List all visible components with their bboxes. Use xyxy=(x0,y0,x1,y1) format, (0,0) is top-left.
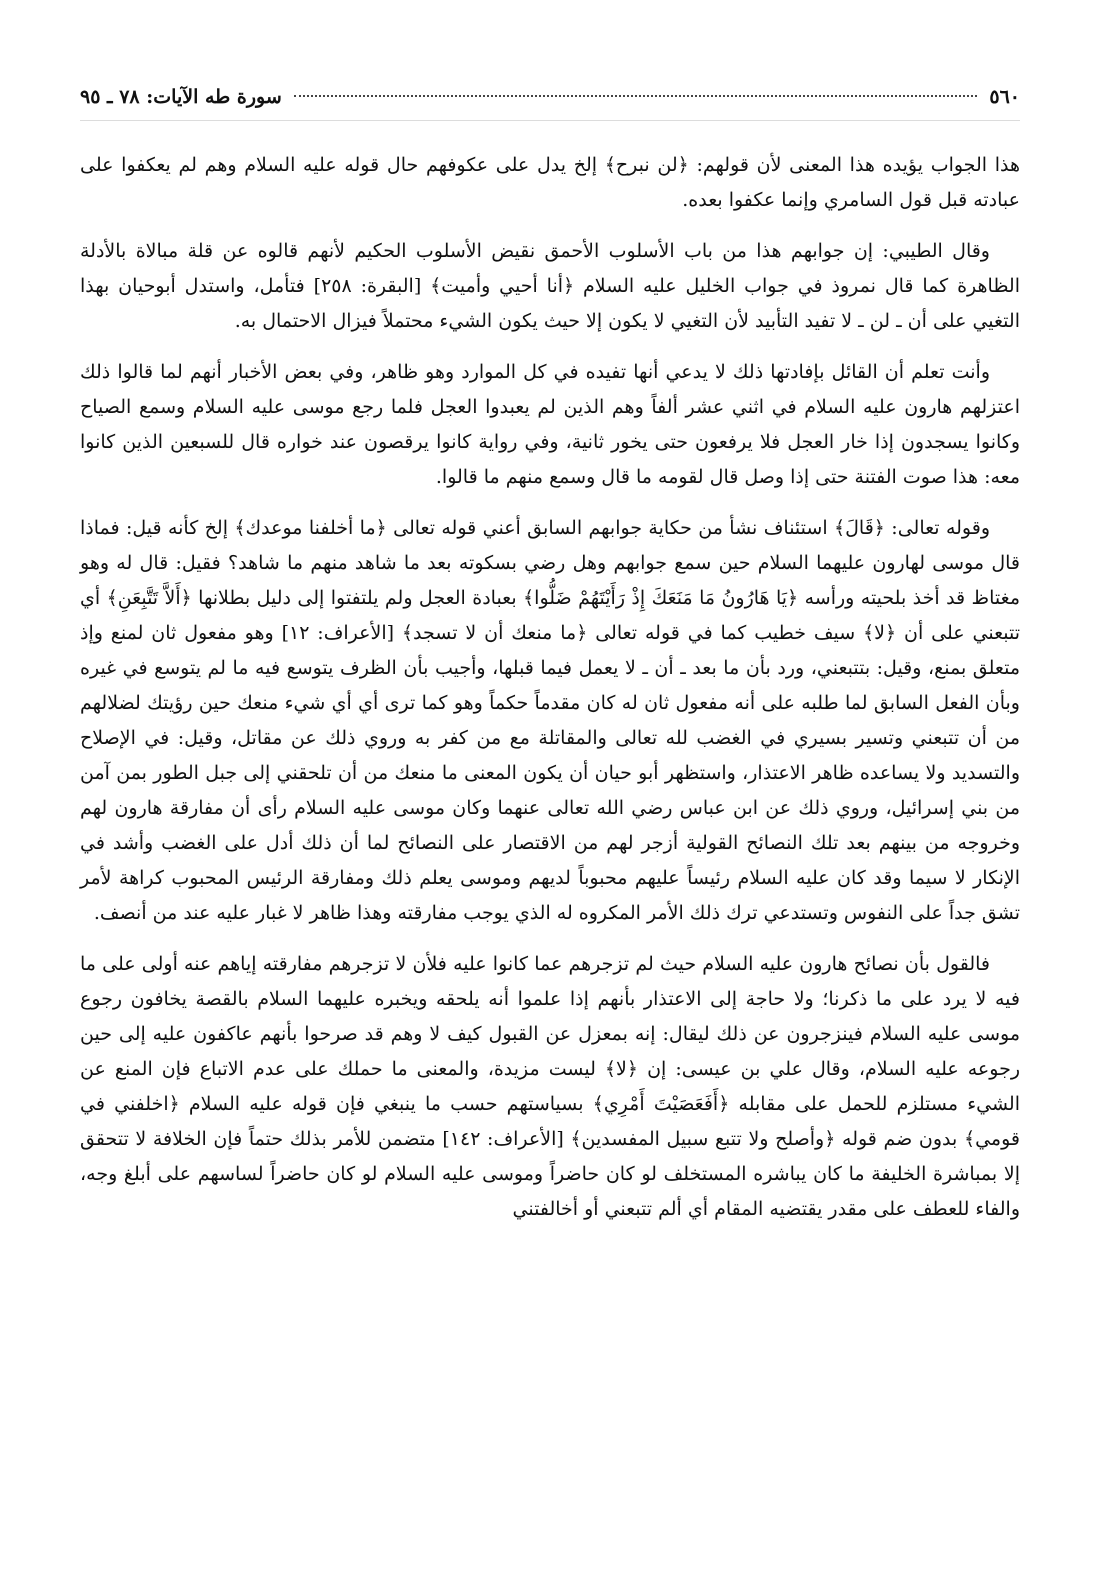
page-number: ٥٦٠ xyxy=(989,86,1020,108)
paragraph: هذا الجواب يؤيده هذا المعنى لأن قولهم: ﴿لن نبرح﴾ إلخ يدل على عكوفهم حال قوله عليه السلام وهم لم يعكفوا على عبادته قبل قول السامري وإنما عكفوا بعده. xyxy=(80,154,1020,211)
paragraph: وقوله تعالى: ﴿قَالَ﴾ استئناف نشأ من حكاية جوابهم السابق أعني قوله تعالى ﴿ما أخلفنا موعدك﴾ إلخ كأنه قيل: فماذا قال موسى لهارون عليهما السلام حين سمع جوابهم وهل رضي بسكوته بعد ما شاهد منهم ما شاهد؟ فقيل: قال له وهو مغتاظ قد أخذ بلحيته ورأسه ﴿يَا هَارُونُ مَا مَنَعَكَ إِذْ رَأَيْتَهُمْ ضَلُّوا﴾ بعبادة العجل ولم يلتفتوا إلى دليل بطلانها ﴿أَلاَّ تَتَّبِعَنِ﴾ أي تتبعني على أن ﴿لا﴾ سيف خطيب كما في قوله تعالى ﴿ما منعك أن لا تسجد﴾ [الأعراف: ١٢] وهو مفعول ثان لمنع وإذ متعلق بمنع، وقيل: بتتبعني، ورد بأن ما بعد ـ أن ـ لا يعمل فيما قبلها، وأجيب بأن الظرف يتوسع فيه ما لم يتوسع في غيره وبأن الفعل السابق لما طلبه على أنه مفعول ثان له كان مقدماً حكماً وهو كما ترى أي أي شيء منعك حين رؤيتك لضلالهم من أن تتبعني وتسير بسيري في الغضب لله تعالى والمقاتلة مع من كفر به وروي ذلك عن مقاتل، وقيل: في الإصلاح والتسديد ولا يساعده ظاهر الاعتذار، واستظهر أبو حيان أن يكون المعنى ما منعك من أن تلحقني إلى جبل الطور بمن آمن من بني إسرائيل، وروي ذلك عن ابن عباس رضي الله تعالى عنهما وكان موسى عليه السلام رأى أن مفارقة هارون لهم وخروجه من بينهم بعد تلك النصائح القولية أزجر لهم من الاقتصار على النصائح لما أن ذلك أدل على الغضب وأشد في الإنكار لا سيما وقد كان عليه السلام رئيساً عليهم محبوباً لديهم وموسى يعلم ذلك ومفارقة الرئيس المحبوب كراهة لأمر تشق جداً على النفوس وتستدعي ترك ذلك الأمر المكروه له الذي يوجب مفارقته وهذا ظاهر لا غبار عليه عند من أنصف. xyxy=(80,517,1021,924)
running-title: سورة طه الآيات: ٧٨ ـ ٩٥ xyxy=(80,86,282,108)
page-body xyxy=(80,148,1020,1243)
header-dot-leader xyxy=(294,95,978,97)
paragraph: فالقول بأن نصائح هارون عليه السلام حيث لم تزجرهم عما كانوا عليه فلأن لا تزجرهم مفارقته إياهم عنه أولى على ما فيه لا يرد على ما ذكرنا؛ ولا حاجة إلى الاعتذار بأنهم إذا علموا أنه يلحقه ويخبره عليهما السلام بالقصة يخافون رجوع موسى عليه السلام فينزجرون عن ذلك ليقال: إنه بمعزل عن القبول كيف لا وهم قد صرحوا بأنهم عاكفون عليه إلى حين رجوعه عليه السلام، وقال علي بن عيسى: إن ﴿لا﴾ ليست مزيدة، والمعنى ما حملك على عدم الاتباع فإن المنع عن الشيء مستلزم للحمل على مقابله ﴿أَفَعَصَيْتَ أَمْرِي﴾ بسياستهم حسب ما ينبغي فإن قوله عليه السلام ﴿اخلفني في قومي﴾ بدون ضم قوله ﴿وأصلح ولا تتبع سبيل المفسدين﴾ [الأعراف: ١٤٢] متضمن للأمر بذلك حتماً فإن الخلافة لا تتحقق إلا بمباشرة الخليفة ما كان يباشره المستخلف لو كان حاضراً وموسى عليه السلام لو كان حاضراً لساسهم على أبلغ وجه، والفاء للعطف على مقدر يقتضيه المقام أي ألم تتبعني أو أخالفتني xyxy=(80,953,1020,1220)
paragraph: وأنت تعلم أن القائل بإفادتها ذلك لا يدعي أنها تفيده في كل الموارد وهو ظاهر، وفي بعض الأخبار أنهم لما قالوا ذلك اعتزلهم هارون عليه السلام في اثني عشر ألفاً وهم الذين لم يعبدوا العجل فلما رجع موسى عليه السلام وسمع الصياح وكانوا يسجدون إذا خار العجل فلا يرفعون حتى يخور ثانية، وفي رواية كانوا يرقصون عند خواره قال للسبعين الذين كانوا معه: هذا صوت الفتنة حتى إذا وصل قال لقومه ما قال وسمع منهم ما قالوا. xyxy=(80,361,1020,488)
page-header xyxy=(80,86,1020,121)
paragraph: وقال الطيبي: إن جوابهم هذا من باب الأسلوب الأحمق نقيض الأسلوب الحكيم لأنهم قالوه عن قلة مبالاة بالأدلة الظاهرة كما قال نمروذ في جواب الخليل عليه السلام ﴿أنا أحيي وأميت﴾ [البقرة: ٢٥٨] فتأمل، واستدل أبوحيان بهذا التغيي على أن ـ لن ـ لا تفيد التأبيد لأن التغيي لا يكون إلا حيث يكون الشيء محتملاً فيزال الاحتمال به. xyxy=(80,240,1020,332)
